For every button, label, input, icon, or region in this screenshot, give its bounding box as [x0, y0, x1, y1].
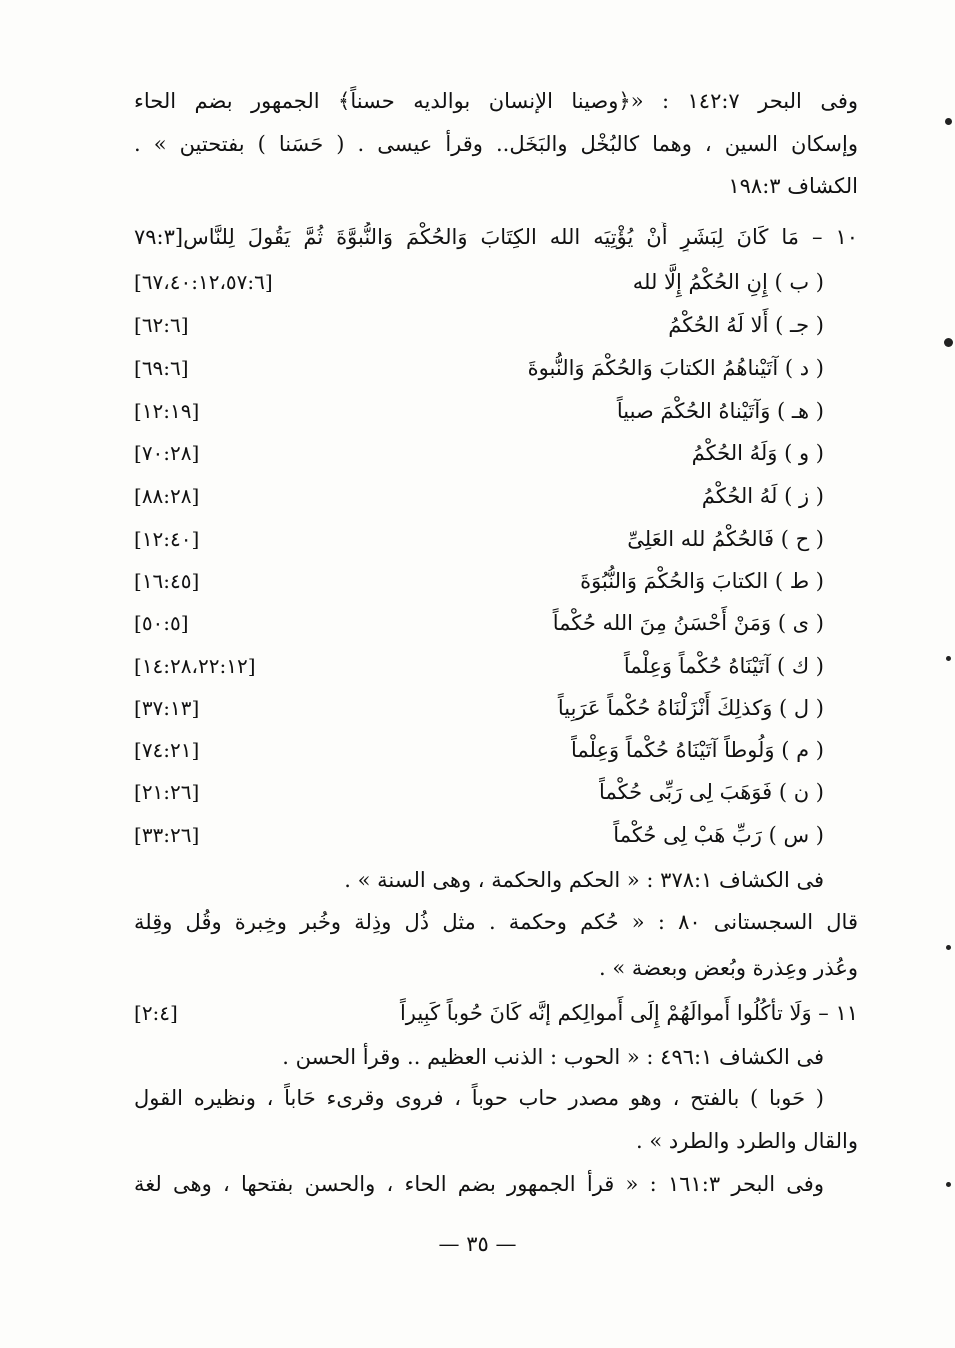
- commentary-line: قال السجستانى ٨٠ : « حُكم وحكمة . مثل ذُل وذِلة وخُبر وخِبرة وقُل وقِلة: [134, 910, 858, 934]
- scan-mark-icon: [946, 945, 951, 950]
- verse-entry: [134, 310, 824, 340]
- verse-reference: [٨٨:٢٨]: [134, 484, 200, 508]
- verse-reference: [٢١:٢٦]: [134, 780, 200, 804]
- verse-text: ( ك ) آتَيْنَاهُ حُكْماً وَعِلْماً: [623, 654, 824, 678]
- commentary-line: وعُذر وعِذرة وبُعض وبعضة » .: [598, 956, 858, 980]
- verse-entry: [134, 396, 824, 426]
- page-number: — ٣٥ —: [438, 1232, 517, 1256]
- verse-reference: [٣٧:١٣]: [134, 696, 200, 720]
- verse-text: ( د ) آتَيْناهُمُ الكتابَ وَالحُكْمَ وَالنُّبوةَ: [527, 356, 824, 380]
- verse-text: ( م ) وَلُوطاً آتَيْنَاهُ حُكْماً وَعِلْماً: [571, 738, 824, 762]
- verse-reference: [٧٤:٢١]: [134, 738, 200, 762]
- commentary-line: فى الكشاف ٣٧٨:١ : « الحكم والحكمة ، وهى السنة » .: [344, 868, 824, 892]
- verse-entry: [134, 438, 824, 468]
- verse-text: ١١ – وَلَا تأكُلُوا أَموالَهُمْ إِلَى أَموالِكم إنَّه كَانَ حُوباً كَبِيراً: [399, 1001, 858, 1025]
- commentary-line: فى الكشاف ٤٩٦:١ : « الحوب : الذنب العظيم .. وقرأ الحسن .: [282, 1045, 824, 1069]
- verse-reference: [٧٠:٢٨]: [134, 441, 200, 465]
- citation-line: الكشاف ١٩٨:٣: [728, 174, 858, 198]
- verse-entry: [134, 998, 858, 1028]
- verse-text: ( ز ) لَهُ الحُكْمُ: [701, 484, 824, 508]
- verse-entry: [134, 481, 824, 511]
- verse-entry: [134, 566, 824, 596]
- verse-entry: [134, 608, 824, 638]
- verse-entry: [134, 524, 824, 554]
- verse-reference: [٢:٤]: [134, 1001, 178, 1025]
- verse-text: ( ى ) وَمَنْ أَحْسَنُ مِنَ الله حُكْماً: [552, 611, 824, 635]
- verse-entry: [134, 693, 824, 723]
- verse-entry: [134, 267, 824, 297]
- verse-entry: [134, 735, 824, 765]
- verse-reference: [٦٢:٦]: [134, 313, 189, 337]
- commentary-line: والقال والطرد والطرد » .: [636, 1129, 858, 1153]
- verse-text: ( ح ) فَالحُكْمُ لله العَلِىِّ: [627, 527, 824, 551]
- commentary-line: وفى البحر ١٦١:٣ : « قرأ الجمهور بضم الحاء ، والحسن بفتحها ، وهى لغة: [134, 1172, 824, 1196]
- verse-reference: [١٢:١٩]: [134, 399, 200, 423]
- verse-reference: [٦٧،٤٠:١٢،٥٧:٦]: [134, 270, 273, 294]
- verse-reference: [١٦:٤٥]: [134, 569, 200, 593]
- scan-mark-icon: [944, 338, 953, 347]
- scan-mark-icon: [945, 118, 952, 125]
- commentary-line: ( حَوبا ) بالفتح ، وهو مصدر حاب حوباً ، فروى وقرىء حَاباً ، ونظيره القول: [134, 1086, 824, 1110]
- verse-entry: [134, 353, 824, 383]
- verse-text: ( هـ ) وَآتَيْناهُ الحُكْمَ صبياً: [616, 399, 824, 423]
- verse-text: ( س ) رَبِّ هَبْ لِى حُكْماً: [613, 823, 824, 847]
- verse-text: ( جـ ) أَلا لَهُ الحُكْمُ: [668, 313, 824, 337]
- verse-text: ( ل ) وَكذلِكَ أَنْزَلْنَاهُ حُكْماً عَرَبِياً: [557, 696, 824, 720]
- verse-text: ( ط ) الكتابَ وَالحُكْمَ وَالنُّبُوَةَ: [580, 569, 824, 593]
- verse-reference: [١٤:٢٨،٢٢:١٢]: [134, 654, 256, 678]
- verse-reference: [١٢:٤٠]: [134, 527, 200, 551]
- verse-heading: ١٠ – مَا كَانَ لِبَشَرٍ أَنْ يُؤْتِيَه الله الكِتَابَ وَالحُكْمَ وَالنُّبوَّةَ ثُمَّ يَقُولَ لِلنَّاس[٧٩:٣: [134, 225, 858, 249]
- verse-text: ( و ) وَلَهُ الحُكْمُ: [691, 441, 824, 465]
- verse-reference: [٦٩:٦]: [134, 356, 189, 380]
- verse-entry: [134, 777, 824, 807]
- verse-text: ( ن ) فَوَهَبَ لِى رَبِّى حُكْماً: [599, 780, 824, 804]
- verse-entry: [134, 651, 824, 681]
- paragraph-line: وفى البحر ١٤٢:٧ : «﴿وصينا الإنسان بوالديه حسناً﴾ الجمهور بضم الحاء: [134, 89, 858, 113]
- scan-mark-icon: [946, 1182, 951, 1187]
- scan-mark-icon: [946, 656, 951, 661]
- verse-entry: [134, 820, 824, 850]
- verse-text: ( ب ) إِنِ الحُكْمُ إِلَّا لله: [632, 270, 824, 294]
- verse-reference: [٣٣:٢٦]: [134, 823, 200, 847]
- paragraph-line: وإسكان السين ، وهما كالبُخْل والبَخَل.. وقرأ عيسى . ( حَسَنا ) بفتحتين » .: [134, 132, 858, 156]
- verse-reference: [٥٠:٥]: [134, 611, 189, 635]
